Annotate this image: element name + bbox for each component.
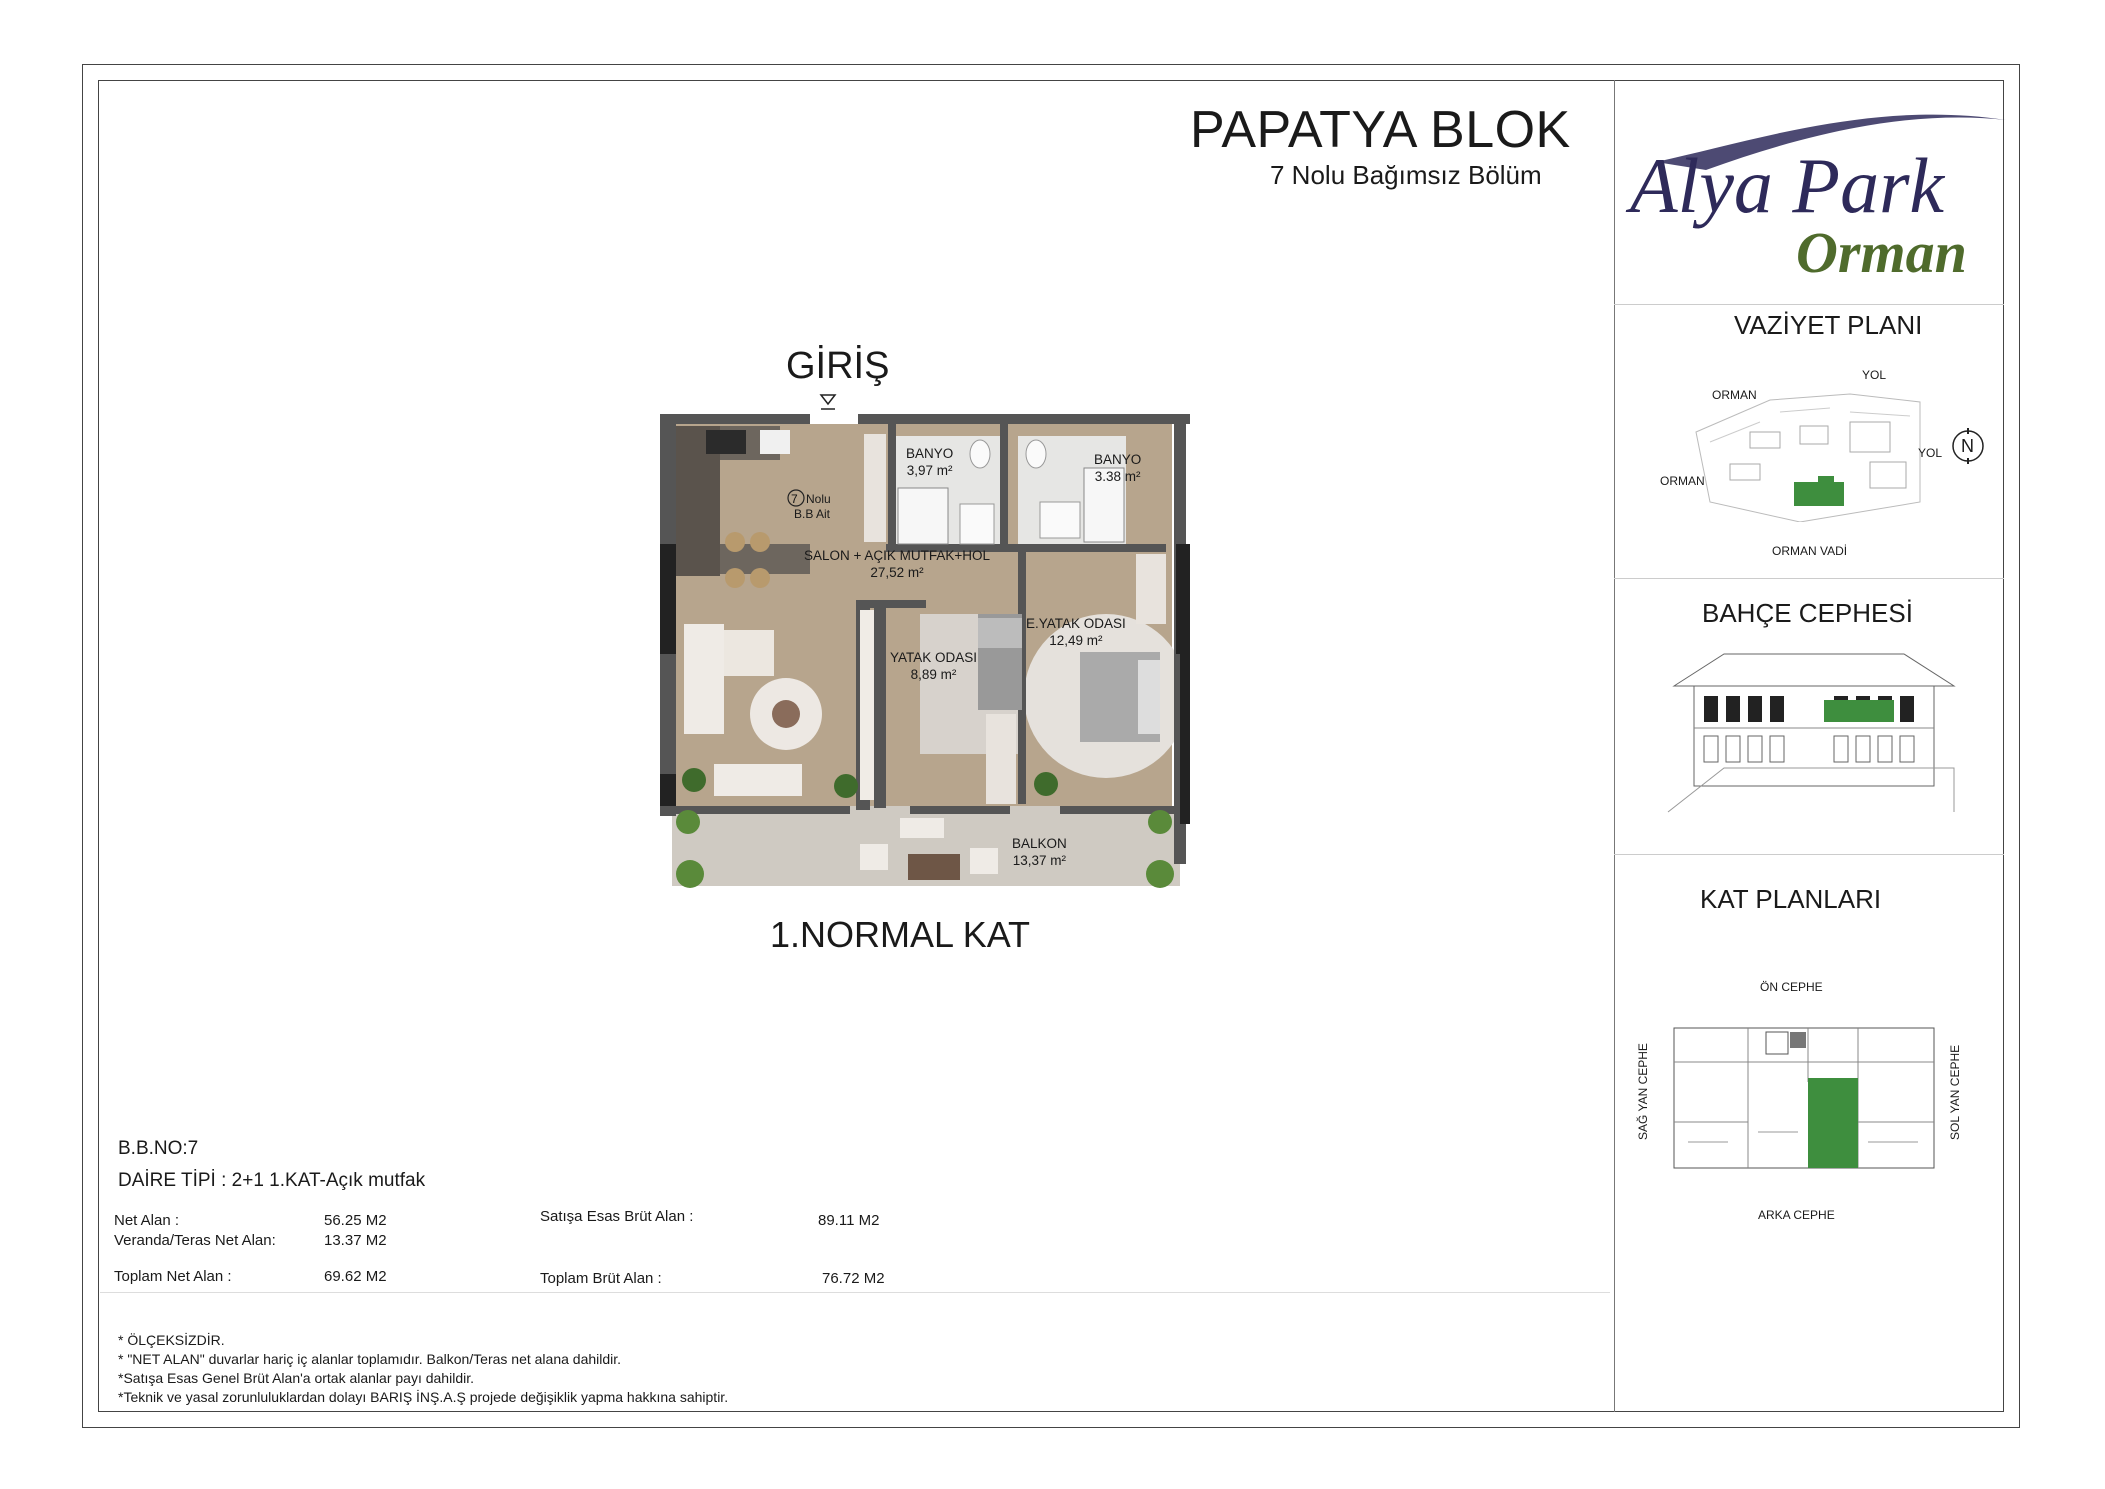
floor-plans-title: KAT PLANLARI xyxy=(1700,884,1882,914)
room-salon xyxy=(804,548,990,582)
entrance-arrow-icon xyxy=(818,392,838,412)
room-name: E.YATAK ODASI xyxy=(1026,616,1126,631)
room-name: YATAK ODASI xyxy=(890,650,978,665)
block-title: PAPATYA BLOK xyxy=(1190,101,1571,159)
note: *Teknik ve yasal zorunluluklardan dolayı BARIŞ İNŞ.A.Ş projede değişiklik yapma hakkına sahiptir. xyxy=(118,1389,729,1405)
facade-label-front: ÖN CEPHE xyxy=(1760,980,1823,994)
sidebar-divider xyxy=(1614,80,1615,1412)
sidebar-separator xyxy=(1614,854,2004,855)
logo-line1: Alya Park xyxy=(1630,142,1945,229)
total-gross-area-value: 76.72 M2 xyxy=(822,1270,885,1287)
total-gross-area-label: Toplam Brüt Alan : xyxy=(540,1270,662,1287)
room-area: 12,49 m² xyxy=(1049,632,1103,648)
sidebar-separator xyxy=(1614,578,2004,579)
total-net-area-value: 69.62 M2 xyxy=(324,1268,387,1285)
room-name: SALON + AÇIK MUTFAK+HOL xyxy=(804,548,991,563)
unit-marker: 7 xyxy=(791,492,798,506)
note: * ÖLÇEKSİZDİR. xyxy=(118,1332,225,1348)
sale-gross-area-label: Satışa Esas Brüt Alan : xyxy=(540,1208,694,1225)
unit-marker-text: B.B Ait xyxy=(794,507,831,521)
floor-plans-drawing xyxy=(1668,1022,1940,1172)
sidebar-separator xyxy=(1614,304,2004,305)
room-bedroom xyxy=(890,650,977,684)
bb-number: B.B.NO:7 xyxy=(118,1138,199,1159)
note: *Satışa Esas Genel Brüt Alan'a ortak alanlar payı dahildir. xyxy=(118,1370,474,1386)
logo xyxy=(1616,100,2006,300)
room-name: BALKON xyxy=(1012,836,1067,851)
divider xyxy=(100,1292,1610,1293)
unit-subtitle: 7 Nolu Bağımsız Bölüm xyxy=(1270,160,1542,190)
site-label: ORMAN VADİ xyxy=(1772,544,1848,558)
unit-marker-text: Nolu xyxy=(806,492,831,506)
site-plan-title: VAZİYET PLANI xyxy=(1734,310,1923,340)
room-master-bedroom xyxy=(1026,616,1126,650)
net-area-value: 56.25 M2 xyxy=(324,1212,387,1229)
total-net-area-label: Toplam Net Alan : xyxy=(114,1268,232,1285)
veranda-area-value: 13.37 M2 xyxy=(324,1232,387,1249)
facade-label-right-side: SAĞ YAN CEPHE xyxy=(1636,1043,1650,1140)
room-area: 13,37 m² xyxy=(1012,852,1067,868)
facade-label-back: ARKA CEPHE xyxy=(1758,1208,1835,1222)
north-label: N xyxy=(1961,436,1974,456)
room-area: 8,89 m² xyxy=(910,666,957,682)
unit-type: DAİRE TİPİ : 2+1 1.KAT-Açık mutfak xyxy=(118,1170,426,1191)
site-label: ORMAN xyxy=(1660,474,1705,488)
site-label: YOL xyxy=(1918,446,1943,460)
site-label: YOL xyxy=(1862,368,1887,382)
sale-gross-area-value: 89.11 M2 xyxy=(818,1212,880,1229)
net-area-label: Net Alan : xyxy=(114,1212,180,1229)
room-bathroom-1 xyxy=(906,446,953,480)
garden-facade-title: BAHÇE CEPHESİ xyxy=(1702,598,1913,628)
room-area: 27,52 m² xyxy=(870,564,924,580)
garden-facade-drawing xyxy=(1664,646,1964,816)
room-area: 3,97 m² xyxy=(906,462,953,478)
veranda-area-label: Veranda/Teras Net Alan: xyxy=(114,1232,276,1249)
room-bathroom-2 xyxy=(1094,452,1141,486)
note: * "NET ALAN" duvarlar hariç iç alanlar toplamıdır. Balkon/Teras net alana dahildir. xyxy=(118,1351,622,1367)
floor-title: 1.NORMAL KAT xyxy=(770,914,1031,955)
site-label: ORMAN xyxy=(1712,388,1757,402)
facade-label-left-side: SOL YAN CEPHE xyxy=(1948,1044,1962,1140)
entrance-label: GİRİŞ xyxy=(786,345,890,387)
room-balcony xyxy=(1012,836,1067,870)
room-name: BANYO xyxy=(906,446,954,461)
room-area: 3.38 m² xyxy=(1094,468,1141,484)
logo-line2: Orman xyxy=(1796,220,1967,285)
room-name: BANYO xyxy=(1094,452,1142,467)
